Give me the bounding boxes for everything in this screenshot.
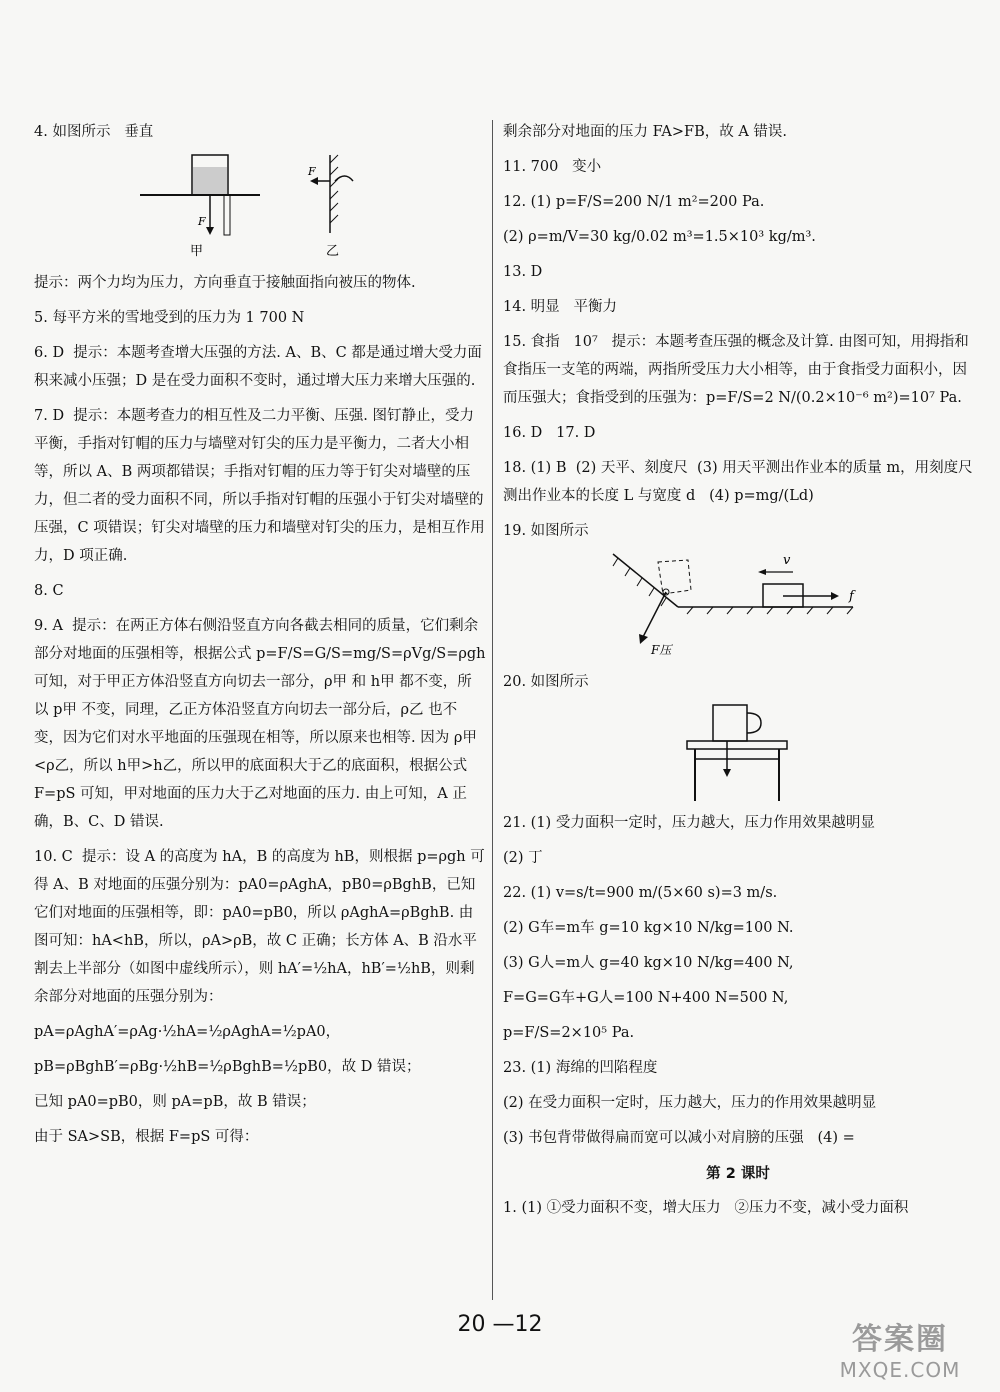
answer-7: 7. D 提示：本题考查力的相互性及二力平衡、压强. 图钉静止，受力平衡，手指对钉帽的压力与墙壁对钉尖的压力是平衡力，二者大小相等，所以 A、B 两项都错误；手指对钉帽的压力等于钉尖对墙壁的压力，但二者的受力面积不同，所以手指对钉帽的压强小于钉尖对墙壁的压强，C 项错误；钉尖对墙壁的压力和墙壁对钉尖的压力，是相互作用力，D 项正确. bbox=[34, 408, 485, 564]
velocity-label: v bbox=[783, 553, 791, 568]
watermark-title: 答案圈 bbox=[852, 1322, 948, 1357]
answer-4: 4. 如图所示 垂直 bbox=[34, 124, 154, 140]
force-label-f: f bbox=[849, 589, 854, 604]
figure-4-pressure bbox=[130, 153, 390, 263]
answer-4-hint: 提示：两个力均为压力，方向垂直于接触面指向被压的物体. bbox=[34, 275, 416, 291]
answer-10-cont: 剩余部分对地面的压力 FA>FB，故 A 错误. bbox=[503, 124, 788, 140]
left-column bbox=[34, 118, 491, 1158]
answer-23-3: (3) 书包背带做得扁而宽可以减小对肩膀的压强 (4) = bbox=[503, 1130, 855, 1146]
answer-19: 19. 如图所示 bbox=[503, 523, 589, 539]
answer-12-1: 12. (1) p=F/S=200 N/1 m²=200 Pa. bbox=[503, 194, 765, 210]
answer-23-2: (2) 在受力面积一定时，压力越大，压力的作用效果越明显 bbox=[503, 1095, 877, 1111]
watermark-url: MXQE.COM bbox=[839, 1358, 961, 1382]
label-jia: 甲 bbox=[190, 244, 204, 259]
column-divider bbox=[492, 120, 493, 1300]
answer-21-1: 21. (1) 受力面积一定时，压力越大，压力作用效果越明显 bbox=[503, 815, 875, 831]
answer-14: 14. 明显 平衡力 bbox=[503, 299, 617, 315]
answer-20: 20. 如图所示 bbox=[503, 674, 589, 690]
page-number: 20 —12 bbox=[457, 1312, 543, 1337]
answer-16-17: 16. D 17. D bbox=[503, 425, 596, 441]
answer-15: 15. 食指 10⁷ 提示：本题考查压强的概念及计算. 由图可知，用拇指和食指压一支笔的两端，两指所受压力大小相等，由于食指受力面积小，因而压强大；食指受到的压强为：p=F/S=2 N/(0.2×10⁻⁶ m²)=10⁷ Pa. bbox=[503, 334, 969, 406]
answer-6: 6. D 提示：本题考查增大压强的方法. A、B、C 都是通过增大受力面积来减小压强；D 是在受力面积不变时，通过增大压力来增大压强的. bbox=[34, 345, 482, 389]
watermark-logo bbox=[820, 1314, 980, 1382]
answer-5: 5. 每平方米的雪地受到的压力为 1 700 N bbox=[34, 310, 305, 326]
figure-19-incline bbox=[603, 552, 873, 662]
figure-20-table-cup bbox=[683, 703, 793, 803]
answer-12-2: (2) ρ=m/V=30 kg/0.02 m³=1.5×10³ kg/m³. bbox=[503, 229, 816, 245]
answer-22-5: p=F/S=2×10⁵ Pa. bbox=[503, 1025, 635, 1041]
answer-22-4: F=G=G车+G人=100 N+400 N=500 N, bbox=[503, 990, 789, 1006]
lesson2-answer-1: 1. (1) ①受力面积不变，增大压力 ②压力不变，减小受力面积 bbox=[503, 1200, 909, 1216]
answer-10: 10. C 提示：设 A 的高度为 hA，B 的高度为 hB，则根据 p=ρgh 可得 A、B 对地面的压强分别为：pA0=ρAghA，pB0=ρBghB，已知它们对地面的压强相等，即：pA0=pB0，所以 ρAghA=ρBghB. 由图可知：hA<hB，所以，ρA>ρB，故 C 正确；长方体 A、B 沿水平割去上半部分（如图中虚线所示），则 hA′=½hA，hB′=½hB，则剩余部分对地面的压强分别为： bbox=[34, 849, 485, 1005]
section-title: 第 2 课时 bbox=[706, 1166, 770, 1182]
label-yi: 乙 bbox=[326, 244, 340, 259]
force-label-fya: F压 bbox=[651, 643, 672, 657]
answer-10-area: 由于 SA>SB，根据 F=pS 可得： bbox=[34, 1129, 259, 1145]
answer-13: 13. D bbox=[503, 264, 543, 280]
force-label-jia: F bbox=[198, 215, 206, 228]
answer-22-3: (3) G人=m人 g=40 kg×10 N/kg=400 N, bbox=[503, 955, 794, 971]
force-label-yi: F bbox=[308, 165, 316, 178]
answer-10-pa: pA=ρAghA′=ρAg·½hA=½ρAghA=½pA0， bbox=[34, 1024, 341, 1040]
answer-10-pb: pB=ρBghB′=ρBg·½hB=½ρBghB=½pB0，故 D 错误； bbox=[34, 1059, 421, 1075]
answer-22-1: 22. (1) v=s/t=900 m/(5×60 s)=3 m/s. bbox=[503, 885, 778, 901]
answer-9: 9. A 提示：在两正方体右侧沿竖直方向各截去相同的质量，它们剩余部分对地面的压强相等，根据公式 p=F/S=G/S=mg/S=ρVg/S=ρgh 可知，对于甲正方体沿竖直方向切去一部分，ρ甲 和 h甲 都不变，所以 p甲 不变，同理，乙正方体沿竖直方向切去一部分后，ρ乙 也不变，因为它们对水平地面的压强现在相等，所以原来也相等. 因为 ρ甲<ρ乙，所以 h甲>h乙，所以甲的底面积大于乙的底面积，根据公式 F=pS 可知，甲对地面的压力大于乙对地面的压力. 由上可知，A 正确，B、C、D 错误. bbox=[34, 618, 491, 830]
answer-8: 8. C bbox=[34, 583, 64, 599]
right-column bbox=[503, 118, 973, 1229]
answer-18: 18. (1) B (2) 天平、刻度尺 (3) 用天平测出作业本的质量 m，用刻度尺测出作业本的长度 L 与宽度 d (4) p=mg/(Ld) bbox=[503, 460, 973, 504]
answer-11: 11. 700 变小 bbox=[503, 159, 602, 175]
answer-23-1: 23. (1) 海绵的凹陷程度 bbox=[503, 1060, 658, 1076]
answer-10-compare: 已知 pA0=pB0，则 pA=pB，故 B 错误； bbox=[34, 1094, 316, 1110]
answer-22-2: (2) G车=m车 g=10 kg×10 N/kg=100 N. bbox=[503, 920, 794, 936]
answer-21-2: (2) 丁 bbox=[503, 850, 543, 866]
